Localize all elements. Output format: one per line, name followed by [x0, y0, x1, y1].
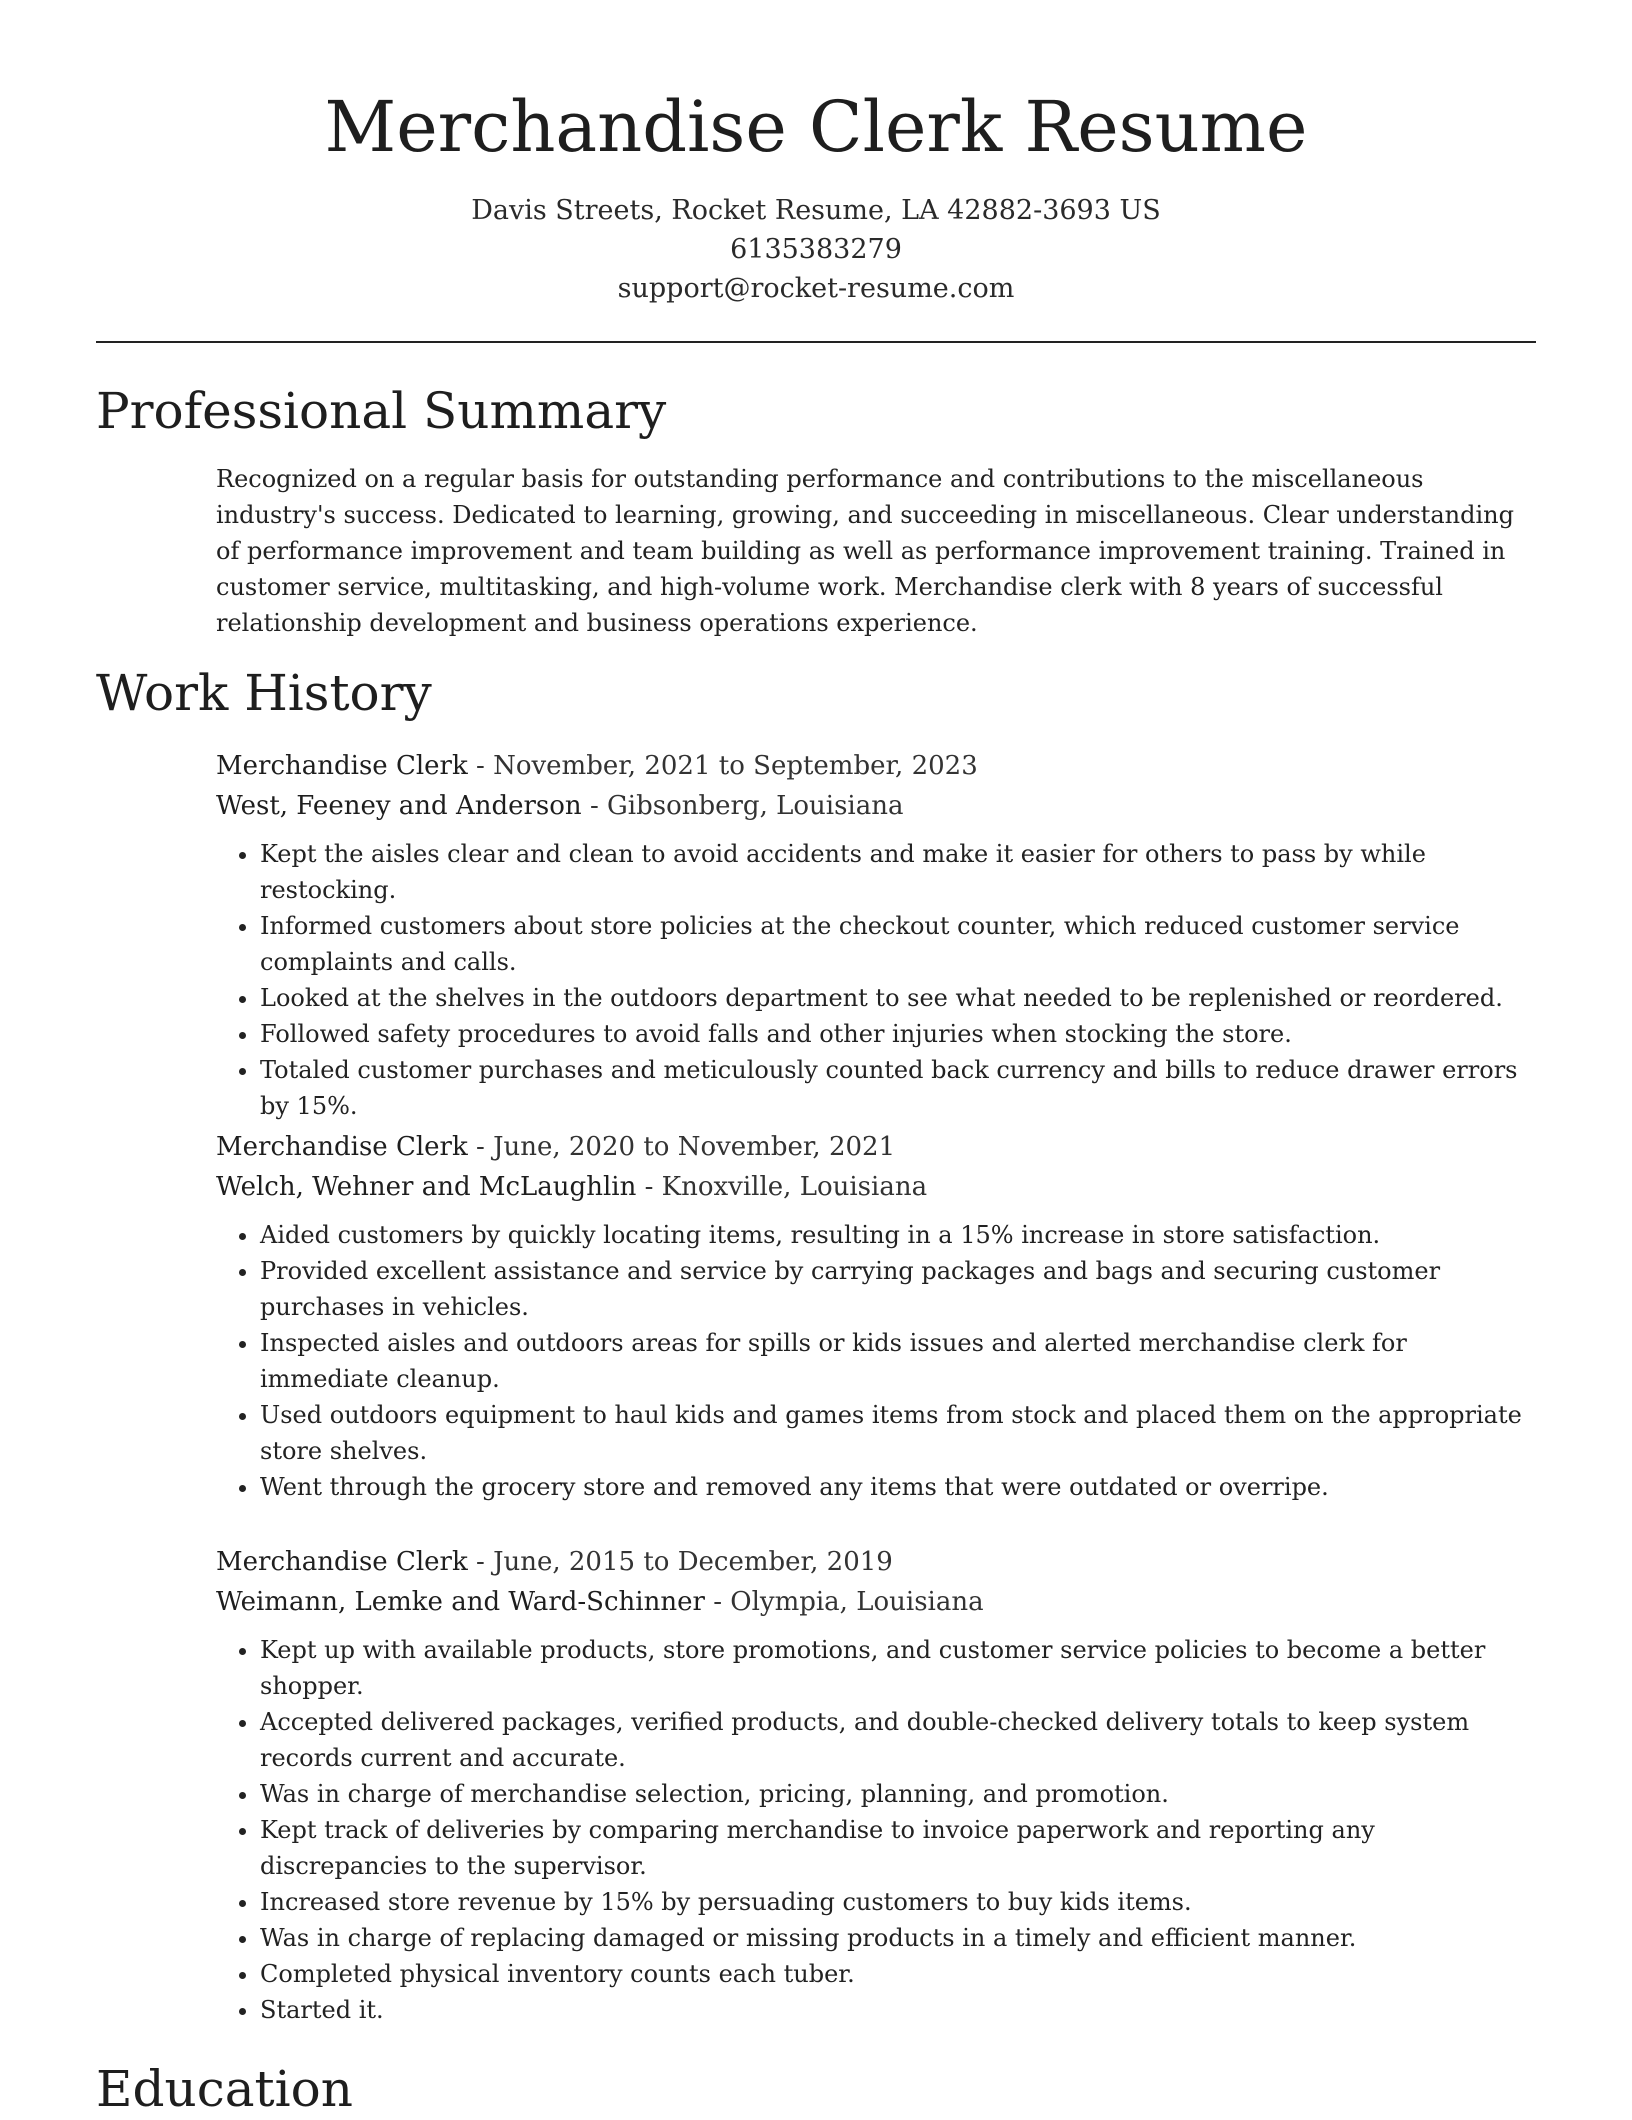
job-location: Gibsonberg, Louisiana	[607, 791, 904, 821]
job-title-line	[216, 1542, 1536, 1582]
job-title: Merchandise Clerk	[216, 751, 468, 781]
summary-heading: Professional Summary	[96, 382, 667, 440]
job-separator: -	[476, 1547, 485, 1577]
job-company: Weimann, Lemke and Ward-Schinner	[216, 1587, 705, 1617]
job-location: Olympia, Louisiana	[730, 1587, 984, 1617]
job-entry	[216, 746, 1536, 1124]
job-duties-list	[216, 836, 1536, 1124]
job-company-line	[216, 1167, 1536, 1207]
job-separator: -	[644, 1172, 654, 1202]
summary-text: Recognized on a regular basis for outstanding performance and contributions to the miscellaneous industry's success. Dedicated to learning, growing, and succeeding in miscellaneous. Clear understanding of performance improvement and team building as well as performance improvement training. Trained in customer service, multitasking, and high-volume work. Merchandise clerk with 8 years of successful relationship development and business operations experience.	[216, 465, 1514, 637]
job-dates: November, 2021 to September, 2023	[493, 751, 978, 781]
job-duty-item: • Totaled customer purchases and meticulously counted back currency and bills to reduce drawer errors by 15%.	[260, 1052, 1536, 1124]
job-duties-list	[216, 1217, 1536, 1505]
job-duties-list	[216, 1632, 1536, 2028]
job-duty-item: • Kept the aisles clear and clean to avoid accidents and make it easier for others to pass by while restocking.	[260, 836, 1536, 908]
job-duty-item: • Looked at the shelves in the outdoors department to see what needed to be replenished or reordered.	[260, 980, 1536, 1016]
job-duty-item: • Informed customers about store policies at the checkout counter, which reduced customer service complaints and calls.	[260, 908, 1536, 980]
contact-email: support@rocket-resume.com	[617, 273, 1015, 304]
job-duty-item: • Aided customers by quickly locating items, resulting in a 15% increase in store satisfaction.	[260, 1217, 1536, 1253]
header-divider	[96, 341, 1536, 343]
job-separator: -	[476, 751, 485, 781]
job-duty-item: • Used outdoors equipment to haul kids and games items from stock and placed them on the appropriate store shelves.	[260, 1397, 1536, 1469]
job-separator: -	[476, 1132, 485, 1162]
job-duty-item: • Inspected aisles and outdoors areas for spills or kids issues and alerted merchandise clerk for immediate cleanup.	[260, 1325, 1536, 1397]
job-company-line	[216, 786, 1536, 826]
resume-title: Merchandise Clerk Resume	[324, 86, 1308, 168]
job-dates: June, 2015 to December, 2019	[493, 1547, 893, 1577]
job-duty-item: • Went through the grocery store and removed any items that were outdated or overripe.	[260, 1469, 1536, 1505]
contact-address: Davis Streets, Rocket Resume, LA 42882-3693 US	[471, 195, 1161, 226]
job-duty-item: • Was in charge of replacing damaged or missing products in a timely and efficient manner.	[260, 1920, 1536, 1956]
job-company: West, Feeney and Anderson	[216, 791, 582, 821]
job-company-line	[216, 1582, 1536, 1622]
job-title-line	[216, 746, 1536, 786]
job-duty-item: • Followed safety procedures to avoid falls and other injuries when stocking the store.	[260, 1016, 1536, 1052]
work-history-heading: Work History	[96, 664, 432, 722]
job-duty-item: • Was in charge of merchandise selection, pricing, planning, and promotion.	[260, 1776, 1536, 1812]
job-separator: -	[589, 791, 599, 821]
job-title: Merchandise Clerk	[216, 1547, 468, 1577]
job-entry	[216, 1127, 1536, 1505]
job-entry	[216, 1542, 1536, 2028]
job-title: Merchandise Clerk	[216, 1132, 468, 1162]
job-duty-item: • Accepted delivered packages, verified products, and double-checked delivery totals to keep system records current and accurate.	[260, 1704, 1536, 1776]
job-duty-item: • Kept track of deliveries by comparing merchandise to invoice paperwork and reporting any discrepancies to the supervisor.	[260, 1812, 1536, 1884]
job-dates: June, 2020 to November, 2021	[493, 1132, 896, 1162]
contact-phone: 6135383279	[730, 234, 902, 265]
job-duty-item: • Increased store revenue by 15% by persuading customers to buy kids items.	[260, 1884, 1536, 1920]
contact-block	[0, 191, 1632, 308]
job-title-line	[216, 1127, 1536, 1167]
job-duty-item: • Completed physical inventory counts each tuber.	[260, 1956, 1536, 1992]
job-separator: -	[713, 1587, 722, 1617]
job-duty-item: • Started it.	[260, 1992, 1536, 2028]
education-heading: Education	[96, 2060, 353, 2118]
job-duty-item: • Kept up with available products, store promotions, and customer service policies to become a better shopper.	[260, 1632, 1536, 1704]
job-location: Knoxville, Louisiana	[661, 1172, 928, 1202]
job-company: Welch, Wehner and McLaughlin	[216, 1172, 637, 1202]
job-duty-item: • Provided excellent assistance and service by carrying packages and bags and securing customer purchases in vehicles.	[260, 1253, 1536, 1325]
